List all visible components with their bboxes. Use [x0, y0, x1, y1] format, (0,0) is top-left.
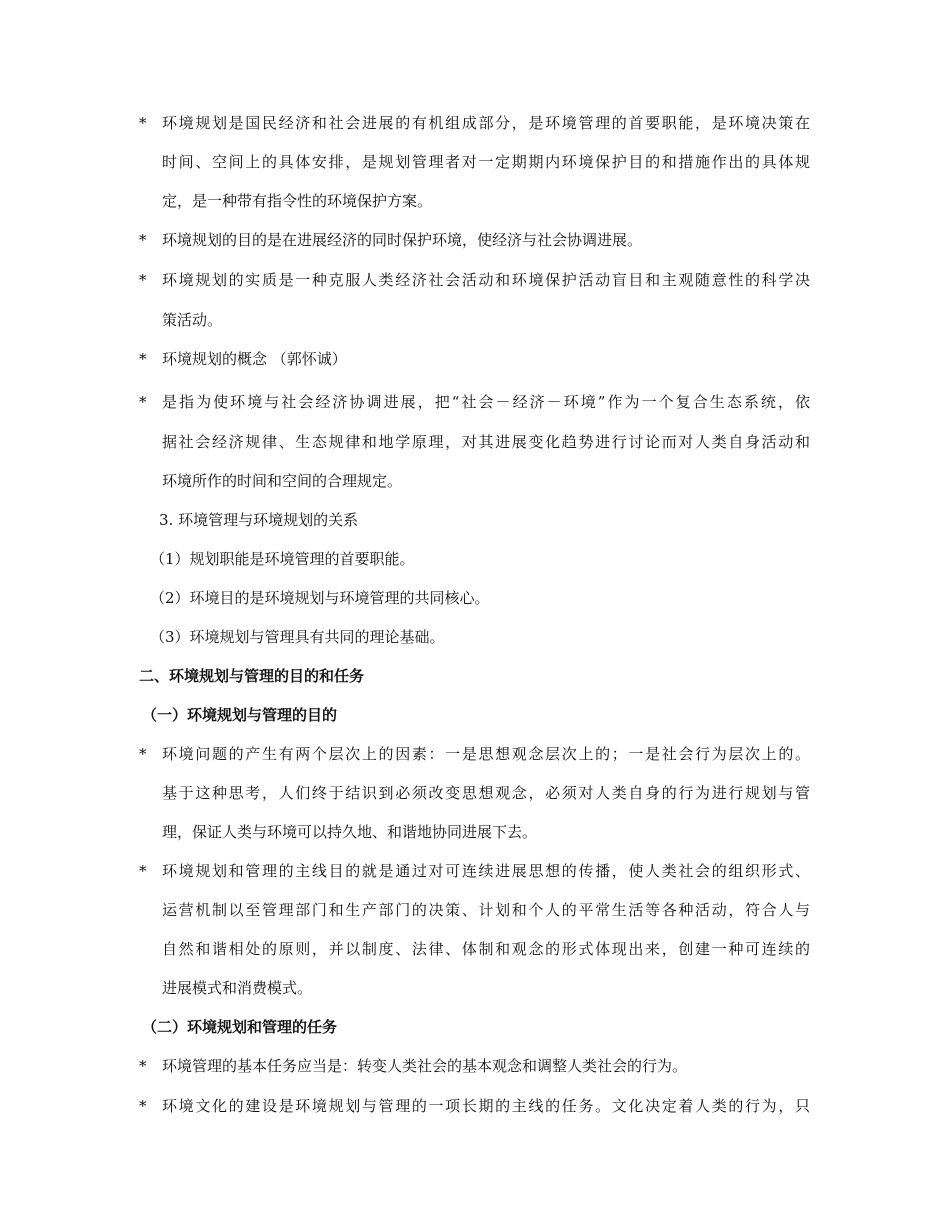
paragraph-line: 基于这种思考，人们终于结识到必须改变思想观念，必须对人类自身的行为进行规划与管 [162, 784, 810, 802]
paragraph-line: 是指为使环境与社会经济协调进展，把“社会－经济－环境”作为一个复合生态系统，依 [162, 393, 810, 411]
paragraph-line: 环境规划是国民经济和社会进展的有机组成部分，是环境管理的首要职能，是环境决策在 [162, 114, 810, 132]
bullet-marker: * [139, 114, 147, 132]
bullet-marker: * [139, 350, 147, 368]
bullet-marker: * [139, 1097, 147, 1115]
paragraph-line: 自然和谐相处的原则，并以制度、法律、体制和观念的形式体现出来，创建一种可连续的 [162, 940, 810, 958]
bullet-marker: * [139, 231, 147, 249]
paragraph-line: 策活动。 [162, 311, 223, 329]
paragraph-line: 环境文化的建设是环境规划与管理的一项长期的主线的任务。文化决定着人类的行为，只 [162, 1097, 810, 1115]
list-item: （1）规划职能是环境管理的首要职能。 [150, 550, 415, 568]
bullet-marker: * [139, 745, 147, 763]
list-item: （2）环境目的是环境规划与环境管理的共同核心。 [150, 589, 490, 607]
section-heading: （一）环境规划与管理的目的 [142, 706, 338, 724]
bullet-marker: * [139, 1057, 147, 1075]
bullet-marker: * [139, 862, 147, 880]
paragraph-line: 理，保证人类与环境可以持久地、和谐地协同进展下去。 [162, 823, 538, 841]
paragraph-line: 时间、空间上的具体安排，是规划管理者对一定期期内环境保护目的和措施作出的具体规 [162, 153, 810, 171]
paragraph-line: 进展模式和消费模式。 [162, 979, 313, 997]
paragraph-line: 定，是一种带有指令性的环境保护方案。 [162, 192, 433, 210]
chapter-heading: 二、环境规划与管理的目的和任务 [139, 667, 365, 685]
paragraph-line: 环境问题的产生有两个层次上的因素：一是思想观念层次上的；一是社会行为层次上的。 [162, 745, 810, 763]
bullet-marker: * [139, 271, 147, 289]
paragraph-line: 环境规划的实质是一种克服人类经济社会活动和环境保护活动盲目和主观随意性的科学决 [162, 271, 810, 289]
section-heading: （二）环境规划和管理的任务 [142, 1018, 338, 1036]
section-title: 3. 环境管理与环境规划的关系 [159, 511, 359, 529]
list-item: （3）环境规划与管理具有共同的理论基础。 [150, 628, 445, 646]
paragraph-line: 环境规划的概念 （郭怀诚） [162, 350, 347, 368]
paragraph-line: 环境规划的目的是在进展经济的同时保护环境，使经济与社会协调进展。 [162, 231, 643, 249]
paragraph-line: 环境管理的基本任务应当是：转变人类社会的基本观念和调整人类社会的行为。 [162, 1057, 688, 1075]
bullet-marker: * [139, 393, 147, 411]
paragraph-line: 据社会经济规律、生态规律和地学原理，对其进展变化趋势进行讨论而对人类自身活动和 [162, 433, 810, 451]
paragraph-line: 环境所作的时间和空间的合理规定。 [162, 472, 403, 490]
paragraph-line: 环境规划和管理的主线目的就是通过对可连续进展思想的传播，使人类社会的组织形式、 [162, 862, 810, 880]
paragraph-line: 运营机制以至管理部门和生产部门的决策、计划和个人的平常生活等各种活动，符合人与 [162, 901, 810, 919]
